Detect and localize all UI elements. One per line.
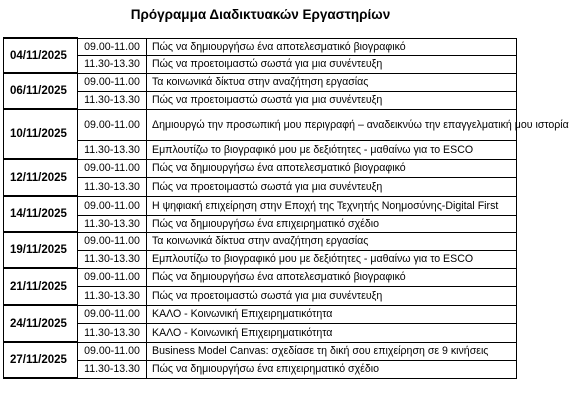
- schedule-row: [4, 159, 517, 177]
- session-time: 11.30-13.30: [78, 91, 147, 109]
- session-topic: Τα κοινωνικά δίκτυα στην αναζήτηση εργασίας: [147, 232, 517, 250]
- session-time: 11.30-13.30: [78, 215, 147, 232]
- session-time: 09.00-11.00: [78, 342, 147, 360]
- schedule-row: [4, 215, 517, 232]
- session-time: 11.30-13.30: [78, 286, 147, 305]
- session-topic: Πώς να προετοιμαστώ σωστά για μια συνέντευξη: [147, 91, 517, 109]
- session-date: 06/11/2025: [4, 73, 78, 109]
- session-topic: Πώς να δημιουργήσω ένα αποτελεσματικό βιογραφικό: [147, 159, 517, 177]
- session-topic: Τα κοινωνικά δίκτυα στην αναζήτηση εργασίας: [147, 73, 517, 91]
- session-topic: Πώς να προετοιμαστώ σωστά για μια συνέντευξη: [147, 286, 517, 305]
- schedule-row: [4, 55, 517, 73]
- schedule-row: [4, 323, 517, 342]
- session-date: 27/11/2025: [4, 342, 78, 378]
- schedule-row: [4, 177, 517, 196]
- session-date: 12/11/2025: [4, 159, 78, 196]
- session-topic: ΚΑΛΟ - Κοινωνική Επιχειρηματικότητα: [147, 323, 517, 342]
- session-time: 09.00-11.00: [78, 305, 147, 323]
- schedule-table: [3, 37, 569, 379]
- session-topic: Πώς να προετοιμαστώ σωστά για μια συνέντευξη: [147, 177, 517, 196]
- session-time: 11.30-13.30: [78, 360, 147, 378]
- schedule-row: [4, 109, 517, 140]
- session-date: 14/11/2025: [4, 196, 78, 232]
- session-date: 10/11/2025: [4, 109, 78, 159]
- session-topic: Πώς να δημιουργήσω ένα επιχειρηματικό σχέδιο: [147, 215, 517, 232]
- session-date: 04/11/2025: [4, 38, 78, 73]
- session-time: 09.00-11.00: [78, 268, 147, 286]
- session-topic: Πώς να δημιουργήσω ένα αποτελεσματικό βιογραφικό: [147, 38, 517, 55]
- session-topic: Πώς να προετοιμαστώ σωστά για μια συνέντευξη: [147, 55, 517, 73]
- session-time: 11.30-13.30: [78, 250, 147, 268]
- session-time: 09.00-11.00: [78, 109, 147, 140]
- schedule-row: [4, 250, 517, 268]
- session-topic: Εμπλουτίζω το βιογραφικό μου με δεξιότητες - μαθαίνω για το ESCO: [147, 140, 517, 159]
- session-topic: ΚΑΛΟ - Κοινωνική Επιχειρηματικότητα: [147, 305, 517, 323]
- session-topic: Η ψηφιακή επιχείρηση στην Εποχή της Τεχνητής Νοημοσύνης-Digital First: [147, 196, 517, 215]
- session-topic: Πώς να δημιουργήσω ένα αποτελεσματικό βιογραφικό: [147, 268, 517, 286]
- schedule-row: [4, 342, 517, 360]
- schedule-body: [4, 38, 569, 378]
- session-time: 11.30-13.30: [78, 323, 147, 342]
- session-topic: Πώς να δημιουργήσω ένα επιχειρηματικό σχέδιο: [147, 360, 517, 378]
- schedule-row: [4, 305, 517, 323]
- session-time: 09.00-11.00: [78, 232, 147, 250]
- session-time: 09.00-11.00: [78, 38, 147, 55]
- session-time: 11.30-13.30: [78, 140, 147, 159]
- schedule-row: [4, 91, 517, 109]
- session-topic: Εμπλουτίζω το βιογραφικό μου με δεξιότητες - μαθαίνω για το ESCO: [147, 250, 517, 268]
- schedule-row: [4, 140, 517, 159]
- session-topic: Business Model Canvas: σχεδίασε τη δική σου επιχείρηση σε 9 κινήσεις: [147, 342, 517, 360]
- session-topic: Δημιουργώ την προσωπική μου περιγραφή – αναδεικνύω την επαγγελματική μου ιστορία: [147, 109, 517, 140]
- session-date: 24/11/2025: [4, 305, 78, 342]
- schedule-row: [4, 73, 517, 91]
- session-time: 09.00-11.00: [78, 196, 147, 215]
- schedule-row: [4, 360, 517, 378]
- schedule-row: [4, 38, 517, 55]
- session-time: 11.30-13.30: [78, 177, 147, 196]
- session-time: 11.30-13.30: [78, 55, 147, 73]
- session-time: 09.00-11.00: [78, 159, 147, 177]
- session-date: 21/11/2025: [4, 268, 78, 305]
- schedule-row: [4, 268, 517, 286]
- schedule-row: [4, 232, 517, 250]
- session-time: 09.00-11.00: [78, 73, 147, 91]
- schedule-row: [4, 286, 517, 305]
- page-title: Πρόγραμμα Διαδικτυακών Εργαστηρίων: [130, 7, 391, 22]
- session-date: 19/11/2025: [4, 232, 78, 268]
- schedule-row: [4, 196, 517, 215]
